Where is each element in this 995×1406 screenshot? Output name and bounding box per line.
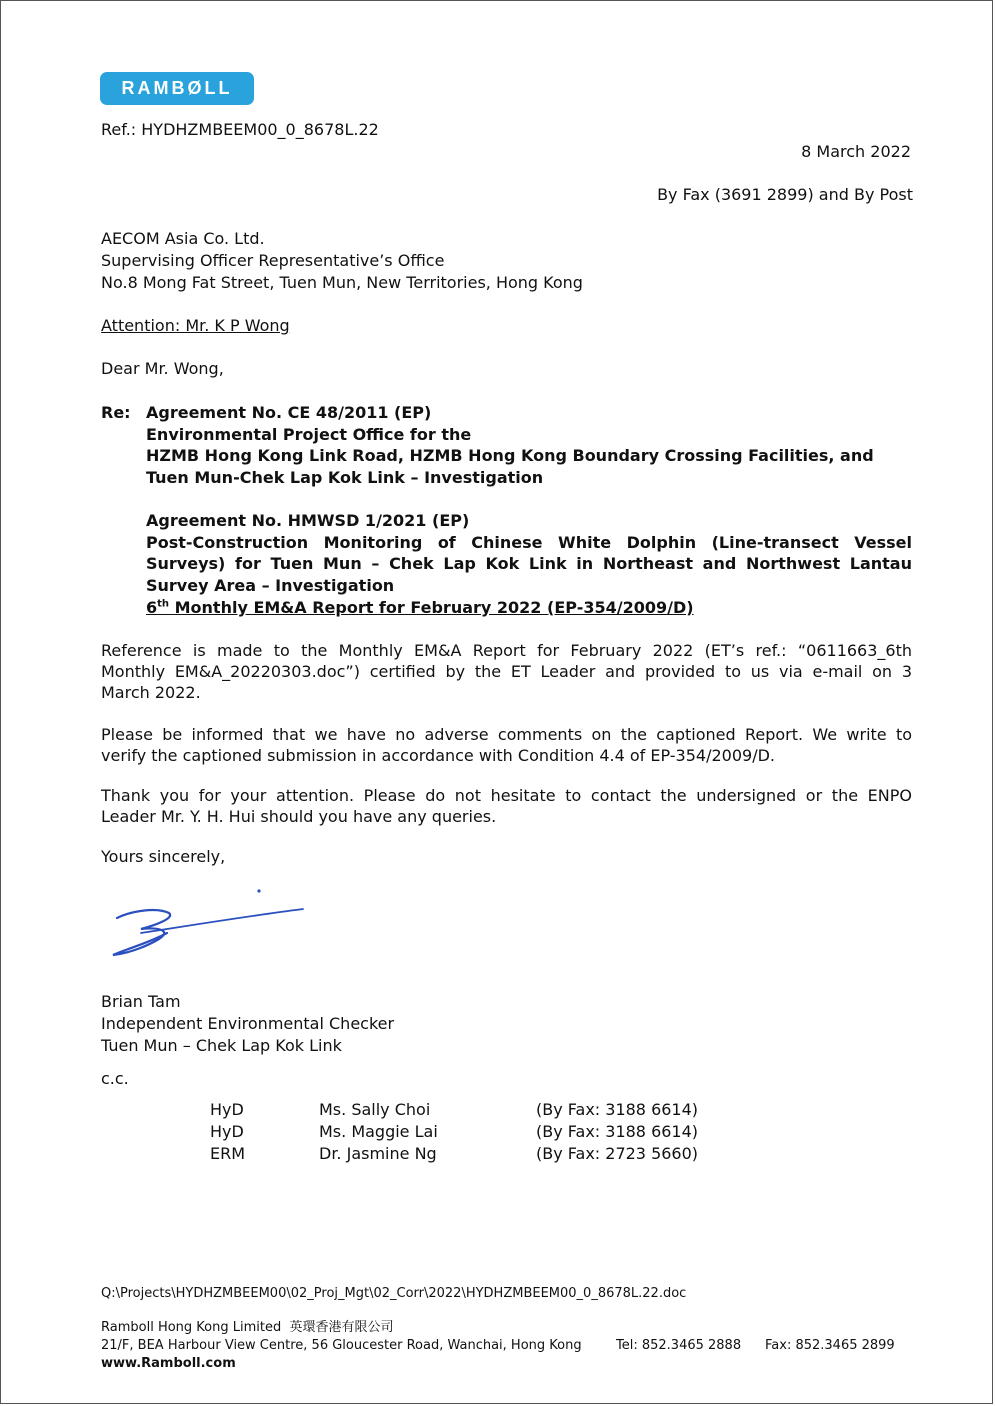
footer-company: [101, 1319, 394, 1337]
signer-project: Tuen Mun – Chek Lap Kok Link: [101, 1036, 342, 1055]
re-line: Survey Area – Investigation: [146, 576, 395, 596]
re-line: Post-Construction Monitoring of Chinese White Dolphin (Line-transect Vessel: [146, 532, 912, 552]
footer-contact: [101, 1337, 901, 1355]
cc-org: HyD: [210, 1122, 244, 1141]
attention-line: Attention: Mr. K P Wong: [101, 316, 290, 335]
paragraph-line: Please be informed that we have no adverse comments on the captioned Report. We write to: [101, 725, 912, 744]
recipient-address: No.8 Mong Fat Street, Tuen Mun, New Territories, Hong Kong: [101, 273, 583, 292]
cc-label: c.c.: [101, 1069, 129, 1088]
paragraph-line: Monthly EM&A_20220303.doc”) certified by the ET Leader and provided to us via e-mail on 3: [101, 662, 912, 681]
report-ordinal: 6: [146, 597, 158, 617]
recipient-company: AECOM Asia Co. Ltd.: [101, 229, 265, 248]
cc-person: Ms. Sally Choi: [319, 1100, 431, 1119]
paragraph-line: verify the captioned submission in accordance with Condition 4.4 of EP-354/2009/D.: [101, 746, 775, 765]
delivery-method: By Fax (3691 2899) and By Post: [657, 185, 913, 204]
ramboll-logo: RAMBØLL: [100, 72, 254, 105]
report-title-rest: Monthly EM&A Report for February 2022 (EP-354/2009/D): [169, 597, 694, 617]
letter-date: 8 March 2022: [801, 142, 911, 161]
recipient-office: Supervising Officer Representative’s Office: [101, 251, 445, 270]
report-title: [146, 597, 912, 619]
closing: Yours sincerely,: [101, 847, 226, 866]
re-label: Re:: [101, 403, 131, 422]
paragraph-line: March 2022.: [101, 683, 201, 702]
signature-image: [101, 883, 311, 965]
footer-company-name: Ramboll Hong Kong Limited: [101, 1320, 282, 1335]
salutation: Dear Mr. Wong,: [101, 359, 224, 378]
cc-fax: (By Fax: 3188 6614): [536, 1100, 699, 1119]
signer-title: Independent Environmental Checker: [101, 1014, 395, 1033]
paragraph-line: Reference is made to the Monthly EM&A Report for February 2022 (ET’s ref.: “0611663_6th: [101, 641, 912, 660]
cc-org: ERM: [210, 1144, 246, 1163]
paragraph-line: Leader Mr. Y. H. Hui should you have any queries.: [101, 807, 497, 826]
footer-company-cn: 英環香港有限公司: [289, 1320, 394, 1335]
re-line: Surveys) for Tuen Mun – Chek Lap Kok Link in Northeast and Northwest Lantau: [146, 554, 912, 574]
re-line: HZMB Hong Kong Link Road, HZMB Hong Kong Boundary Crossing Facilities, and: [146, 446, 874, 466]
report-ordinal-suffix: th: [157, 598, 170, 610]
paragraph-reference: [101, 640, 912, 703]
paragraph-no-comments: [101, 724, 912, 766]
file-path: Q:\Projects\HYDHZMBEEM00\02_Proj_Mgt\02_Corr\2022\HYDHZMBEEM00_0_8678L.22.doc: [101, 1286, 687, 1301]
paragraph-line: Thank you for your attention. Please do not hesitate to contact the undersigned or the ENPO: [101, 786, 912, 805]
signer-name: Brian Tam: [101, 992, 181, 1011]
re-subject-block-2: [146, 510, 912, 619]
footer-tel: Tel: 852.3465 2888: [616, 1338, 742, 1353]
reference-number: Ref.: HYDHZMBEEM00_0_8678L.22: [101, 120, 379, 139]
cc-fax: (By Fax: 3188 6614): [536, 1122, 699, 1141]
re-line: Agreement No. HMWSD 1/2021 (EP): [146, 511, 470, 530]
cc-person: Dr. Jasmine Ng: [319, 1144, 437, 1163]
footer-address: 21/F, BEA Harbour View Centre, 56 Gloucester Road, Wanchai, Hong Kong: [101, 1338, 582, 1353]
footer-website[interactable]: www.Ramboll.com: [101, 1356, 236, 1371]
re-line: Tuen Mun-Chek Lap Kok Link – Investigation: [146, 468, 544, 488]
cc-org: HyD: [210, 1100, 244, 1119]
re-subject-block-1: [146, 402, 912, 489]
cc-fax: (By Fax: 2723 5660): [536, 1144, 699, 1163]
paragraph-thanks: [101, 785, 912, 827]
re-line: Agreement No. CE 48/2011 (EP): [146, 403, 432, 422]
cc-person: Ms. Maggie Lai: [319, 1122, 438, 1141]
footer-fax: Fax: 852.3465 2899: [765, 1338, 895, 1353]
re-line: Environmental Project Office for the: [146, 424, 472, 444]
